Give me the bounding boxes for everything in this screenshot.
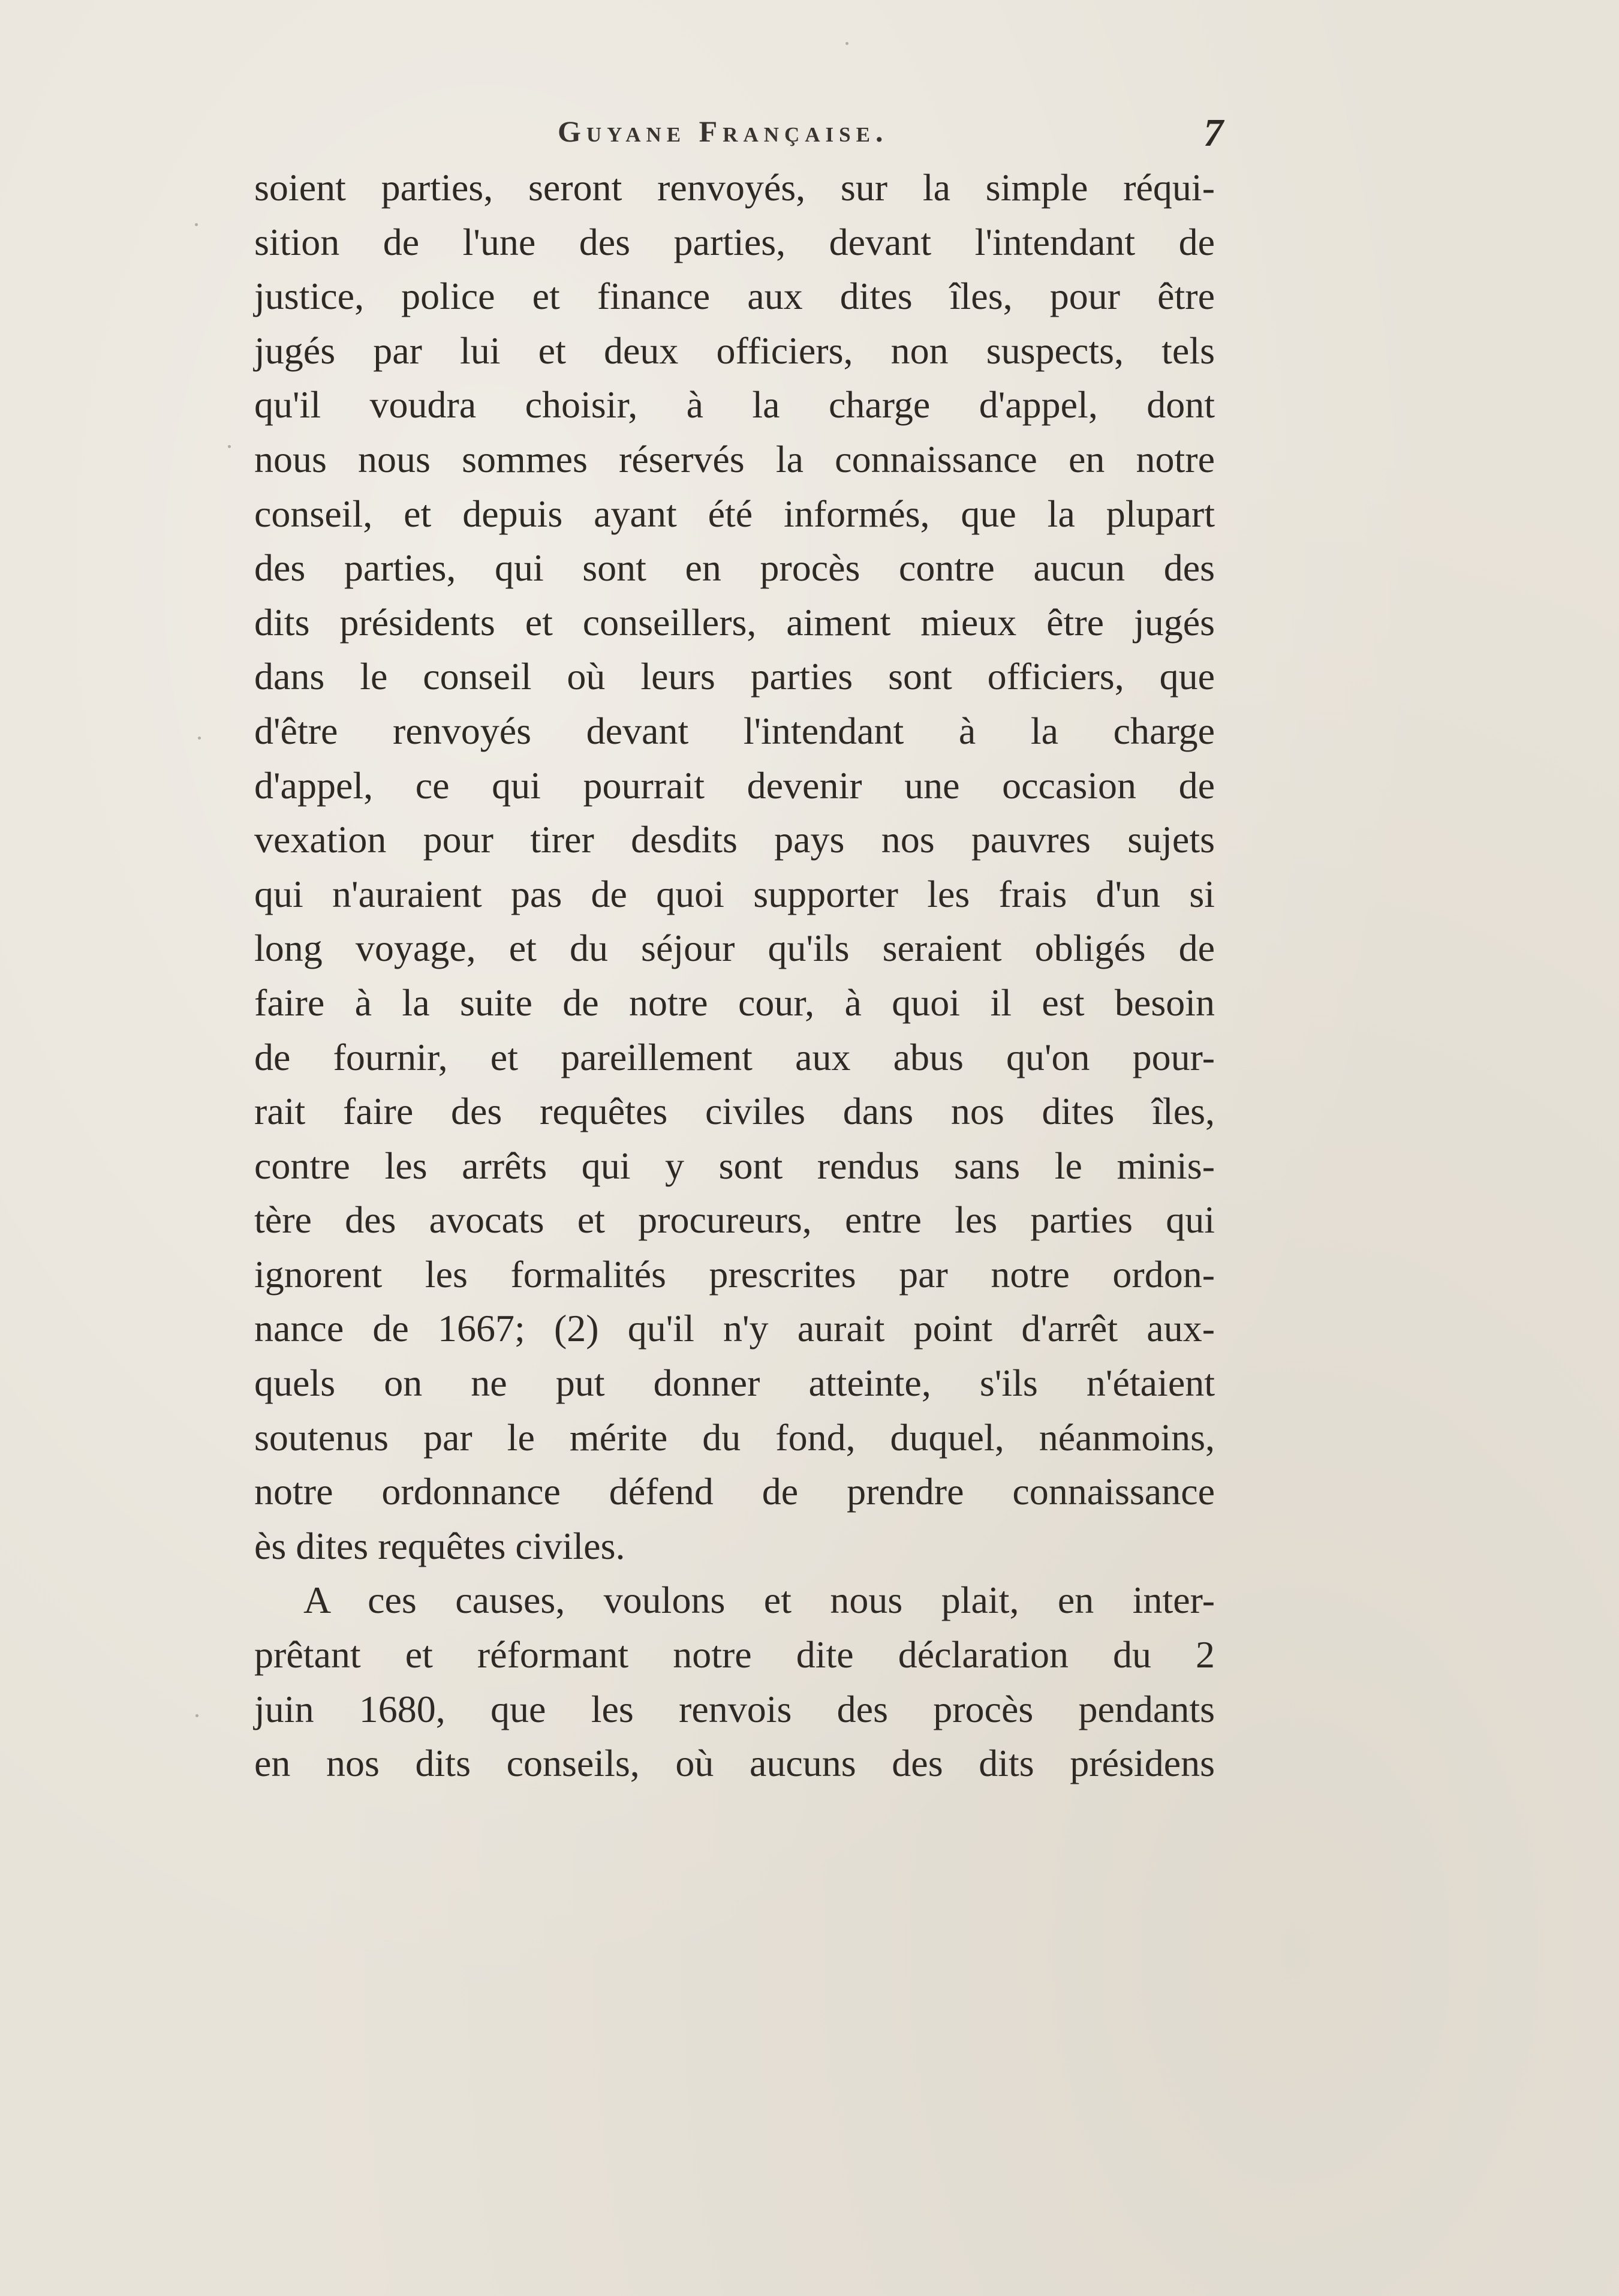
text-line: jugés par lui et deux officiers, non suspects, tels [254,329,1215,372]
text-line: sition de l'une des parties, devant l'intendant de [254,220,1215,263]
text-line: justice, police et finance aux dites îles, pour être [254,275,1215,318]
text-line: qui n'auraient pas de quoi supporter les frais d'un si [254,872,1215,915]
paper-speck [845,42,848,45]
text-line: soutenus par le mérite du fond, duquel, néanmoins, [254,1416,1215,1459]
text-line: de fournir, et pareillement aux abus qu'on pour- [254,1035,1215,1078]
text-line: contre les arrêts qui y sont rendus sans le minis- [254,1144,1215,1187]
page-number: 7 [1203,111,1223,155]
text-line: soient parties, seront renvoyés, sur la simple réqui- [254,166,1215,209]
running-head [252,111,1223,162]
paper-speck [195,223,198,226]
text-line: quels on ne put donner atteinte, s'ils n'étaient [254,1362,1215,1405]
paper-speck [228,445,231,448]
text-line: A ces causes, voulons et nous plait, en inter- [303,1579,1215,1622]
text-line: tère des avocats et procureurs, entre les parties qui [254,1198,1215,1242]
running-title: Guyane Française. [558,115,889,148]
text-line: qu'il voudra choisir, à la charge d'appel, dont [254,383,1215,426]
text-line: en nos dits conseils, où aucuns des dits présidens [254,1742,1215,1785]
text-line: ès dites requêtes civiles. [254,1524,625,1567]
text-line: prêtant et réformant notre dite déclaration du 2 [254,1633,1215,1676]
text-line: d'appel, ce qui pourrait devenir une occasion de [254,764,1215,807]
text-line: des parties, qui sont en procès contre aucun des [254,546,1215,590]
text-line: vexation pour tirer desdits pays nos pauvres sujets [254,818,1215,861]
text-line: juin 1680, que les renvois des procès pendants [254,1687,1215,1730]
text-line: rait faire des requêtes civiles dans nos dites îles, [254,1090,1215,1133]
text-line: dans le conseil où leurs parties sont officiers, que [254,655,1215,698]
text-line: ignorent les formalités prescrites par notre ordon- [254,1252,1215,1296]
text-line: nance de 1667; (2) qu'il n'y aurait point d'arrêt aux- [254,1307,1215,1350]
text-line: d'être renvoyés devant l'intendant à la charge [254,709,1215,752]
paper-speck [198,737,201,740]
text-line: dits présidents et conseillers, aiment mieux être jugés [254,600,1215,644]
text-line: notre ordonnance défend de prendre connaissance [254,1470,1215,1513]
text-line: faire à la suite de notre cour, à quoi il est besoin [254,981,1215,1024]
text-line: long voyage, et du séjour qu'ils seraient obligés de [254,927,1215,970]
text-line: conseil, et depuis ayant été informés, que la plupart [254,492,1215,535]
body-text [254,161,1215,1791]
text-line: nous nous sommes réservés la connaissance en notre [254,437,1215,480]
paper-speck [195,1714,198,1717]
